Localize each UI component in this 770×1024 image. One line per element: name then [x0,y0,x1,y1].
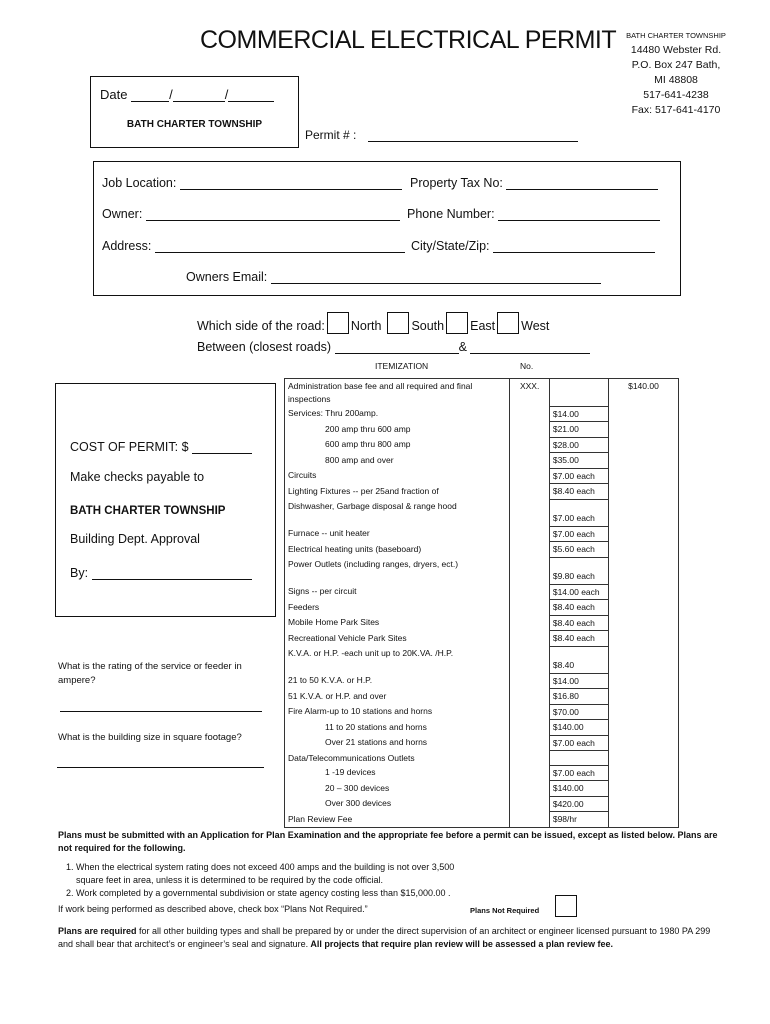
fee-row [285,406,679,422]
property-tax-label: Property Tax No: [410,176,503,190]
email-label: Owners Email: [186,270,268,284]
between-roads-field[interactable] [197,340,590,354]
exception-one-cont: square feet in area, unless it is determined to be required by the code official. [76,875,384,885]
fee-number[interactable] [510,615,549,631]
east-label: East [470,319,496,333]
fee-row [285,615,679,631]
fee-extra [608,468,678,484]
date-box-township: BATH CHARTER TOWNSHIP [126,119,263,130]
fee-extra [608,422,678,438]
fee-number[interactable] [510,735,549,751]
office-address [606,28,746,118]
fee-amount: $420.00 [549,796,608,812]
date-day-line[interactable] [173,101,225,102]
fee-number[interactable] [510,437,549,453]
plans-required-paragraph [58,925,718,951]
fee-extra [608,453,678,469]
plans-required-bold: Plans are required [58,926,137,936]
fee-number[interactable] [510,720,549,736]
fee-extra [608,484,678,500]
phone-field[interactable] [407,207,660,221]
fee-number[interactable] [510,468,549,484]
exception-two: 2. Work completed by a governmental subdivision or state agency costing less than $15,000.00 . [66,888,451,898]
fee-number[interactable] [510,557,549,584]
dept-approval: Building Dept. Approval [70,532,200,546]
property-tax-line[interactable] [506,189,658,190]
north-label: North [350,319,382,333]
plan-review-fee-note: All projects that require plan review will be assessed a plan review fee. [308,939,613,949]
fee-amount: $7.00 each [549,526,608,542]
address-line: 517-641-4238 [643,89,709,101]
owner-line[interactable] [146,220,400,221]
office-name: BATH CHARTER TOWNSHIP [626,31,726,40]
fee-item: 600 amp thru 800 amp [285,437,510,453]
fee-extra [608,812,678,828]
date-sep: / [169,87,173,102]
fee-extra: $140.00 [608,379,678,407]
fee-number[interactable] [510,689,549,705]
fee-extra [608,720,678,736]
fee-item: Lighting Fixtures -- per 25and fraction of [285,484,510,500]
fee-amount: $140.00 [549,720,608,736]
fee-row [285,796,679,812]
fee-item: 21 to 50 K.V.A. or H.P. [285,673,510,689]
owner-label: Owner: [102,207,143,221]
fee-item: Power Outlets (including ranges, dryers, ect.) [285,557,510,584]
fee-item: Mobile Home Park Sites [285,615,510,631]
approval-by-field[interactable] [70,566,252,580]
fee-amount: $140.00 [549,781,608,797]
fee-row [285,720,679,736]
road-side-label: Which side of the road: [197,319,325,333]
permit-number-field[interactable] [305,128,578,142]
fee-extra [608,499,678,526]
date-year-line[interactable] [228,101,274,102]
check-box-instruction: If work being performed as described above, check box “Plans Not Required.” [58,904,368,914]
road-two-line[interactable] [470,353,590,354]
fee-item: K.V.A. or H.P. -each unit up to 20K.VA. /H.P. [285,646,510,673]
fee-row [285,735,679,751]
fee-amount: $7.00 each [549,468,608,484]
email-field[interactable] [186,270,601,284]
service-rating-line[interactable] [60,711,262,712]
address-line: P.O. Box 247 Bath, [631,59,721,71]
fee-row [285,781,679,797]
fee-number[interactable] [510,751,549,766]
permit-number-line[interactable] [368,141,578,142]
phone-line[interactable] [498,220,660,221]
fee-extra [608,765,678,781]
fee-item: 200 amp thru 600 amp [285,422,510,438]
plan-notes [58,829,718,951]
fee-item: 800 amp and over [285,453,510,469]
fee-item: Dishwasher, Garbage disposal & range hood [285,499,510,526]
plans-required-text: for all other building types and shall be prepared by or under the direct supervision of an architect or engineer licensed pursuant to 1980 PA 299 and shall bear that architect’s or engineer’s seal and signature. [58,926,711,949]
address-line: 14480 Webster Rd. [630,44,722,56]
fee-extra [608,735,678,751]
job-location-field[interactable] [102,176,402,190]
fee-amount: $70.00 [549,704,608,720]
address-field[interactable] [102,239,405,253]
exception-one: 1. When the electrical system rating does not exceed 400 amps and the building is not over 3,500 [66,862,455,872]
plans-not-required-checkbox[interactable] [555,895,577,917]
date-sep: / [224,87,229,102]
fee-number[interactable] [510,484,549,500]
north-checkbox[interactable] [327,312,349,334]
fee-number[interactable] [510,406,549,422]
fee-amount [549,379,608,407]
fee-amount: $7.00 each [549,499,608,526]
fee-row [285,379,679,407]
fee-number[interactable] [510,526,549,542]
fee-number[interactable] [510,600,549,616]
fee-extra [608,673,678,689]
fee-extra [608,646,678,673]
fee-extra [608,542,678,558]
fee-amount: $8.40 each [549,484,608,500]
fee-extra [608,584,678,600]
fee-item: 20 – 300 devices [285,781,510,797]
property-tax-field[interactable] [410,176,658,190]
date-month-line[interactable] [131,101,169,102]
fee-number[interactable] [510,781,549,797]
fee-row [285,437,679,453]
fee-row [285,600,679,616]
fee-extra [608,526,678,542]
fee-amount: $28.00 [549,437,608,453]
fee-row [285,499,679,526]
city-field[interactable] [411,239,655,253]
east-checkbox[interactable] [446,312,468,334]
fee-item: Feeders [285,600,510,616]
fee-number[interactable] [510,453,549,469]
fee-number[interactable] [510,542,549,558]
permit-number-label: Permit # : [305,128,357,142]
phone-label: Phone Number: [407,207,495,221]
fee-row [285,631,679,647]
service-rating-question: What is the rating of the service or feeder in ampere? [58,661,242,686]
fee-extra [608,689,678,705]
by-label: By: [70,566,89,580]
date-field[interactable] [100,87,274,102]
city-line[interactable] [493,252,655,253]
fee-extra [608,406,678,422]
fee-item: Recreational Vehicle Park Sites [285,631,510,647]
fee-amount: $35.00 [549,453,608,469]
fee-number[interactable] [510,422,549,438]
cost-line[interactable] [192,453,252,454]
fee-item: Over 300 devices [285,796,510,812]
address-line: Fax: 517-641-4170 [631,104,721,116]
fee-amount: $9.80 each [549,557,608,584]
road-side-row [197,312,549,334]
itemization-header: ITEMIZATION [375,361,429,371]
cost-label: COST OF PERMIT: $ [70,440,189,454]
fee-item: 1 -19 devices [285,765,510,781]
fee-number[interactable] [510,631,549,647]
date-label: Date [100,87,128,102]
fee-amount: $8.40 each [549,631,608,647]
fee-amount: $7.00 each [549,765,608,781]
fee-row [285,689,679,705]
building-size-line[interactable] [57,767,264,768]
west-checkbox[interactable] [497,312,519,334]
fee-number[interactable] [510,646,549,673]
owner-field[interactable] [102,207,400,221]
fee-item: Circuits [285,468,510,484]
fee-extra [608,704,678,720]
fee-number[interactable] [510,796,549,812]
page-title: COMMERCIAL ELECTRICAL PERMIT [200,26,617,54]
address-line: MI 48808 [654,74,698,86]
fee-amount: $14.00 [549,673,608,689]
ampersand: & [458,340,467,354]
road-one-line[interactable] [335,353,459,354]
fee-row [285,526,679,542]
between-label: Between (closest roads) [197,340,332,354]
fee-amount: $21.00 [549,422,608,438]
fee-amount: $14.00 each [549,584,608,600]
fee-number[interactable]: XXX. [510,379,549,407]
fee-row [285,453,679,469]
fee-item: 51 K.V.A. or H.P. and over [285,689,510,705]
fee-item: Electrical heating units (baseboard) [285,542,510,558]
checks-payable: Make checks payable to [70,470,205,484]
number-header: No. [520,361,534,371]
fee-item: Administration base fee and all required and final inspections [285,379,510,407]
fee-amount: $5.60 each [549,542,608,558]
plans-intro: Plans must be submitted with an Application for Plan Examination and the appropriate fee before a permit can be issued, except as listed below. Plans are not required for the following. [58,830,718,853]
fee-row [285,673,679,689]
fee-row [285,704,679,720]
address-label: Address: [102,239,152,253]
fee-row [285,584,679,600]
fee-extra [608,437,678,453]
fee-amount: $16.80 [549,689,608,705]
fee-row [285,812,679,828]
fee-number[interactable] [510,704,549,720]
fee-item: 11 to 20 stations and horns [285,720,510,736]
plans-not-required-label: Plans Not Required [470,906,540,915]
date-box [90,76,299,148]
email-line[interactable] [271,283,601,284]
west-label: West [521,319,550,333]
fee-extra [608,751,678,766]
fee-row [285,751,679,766]
fee-number[interactable] [510,584,549,600]
fee-item: Over 21 stations and horns [285,735,510,751]
fee-row [285,557,679,584]
fee-row [285,542,679,558]
job-location-line[interactable] [180,189,402,190]
fee-number[interactable] [510,812,549,828]
cost-box [55,383,276,617]
fee-row [285,765,679,781]
fee-extra [608,557,678,584]
fee-item: Fire Alarm-up to 10 stations and horns [285,704,510,720]
address-line-input[interactable] [155,252,405,253]
fee-row [285,484,679,500]
fee-amount: $8.40 each [549,600,608,616]
fee-table [284,378,679,828]
city-label: City/State/Zip: [411,239,490,253]
fee-item: Data/Telecommunications Outlets [285,751,510,766]
fee-amount: $14.00 [549,406,608,422]
fee-item: Furnace -- unit heater [285,526,510,542]
fee-amount [549,751,608,766]
fee-number[interactable] [510,673,549,689]
fee-amount: $98/hr [549,812,608,828]
fee-extra [608,796,678,812]
job-info-box [93,161,681,296]
fee-extra [608,781,678,797]
south-label: South [411,319,445,333]
fee-item: Services: Thru 200amp. [285,406,510,422]
by-line[interactable] [92,579,252,580]
fee-item: Signs -- per circuit [285,584,510,600]
south-checkbox[interactable] [387,312,409,334]
cost-of-permit-field[interactable] [70,440,252,454]
fee-row [285,422,679,438]
fee-extra [608,600,678,616]
fee-extra [608,631,678,647]
fee-amount: $7.00 each [549,735,608,751]
fee-item: Plan Review Fee [285,812,510,828]
fee-amount: $8.40 [549,646,608,673]
fee-number[interactable] [510,765,549,781]
payee-township: BATH CHARTER TOWNSHIP [70,505,226,517]
fee-amount: $8.40 each [549,615,608,631]
fee-row [285,468,679,484]
fee-extra [608,615,678,631]
fee-row [285,646,679,673]
job-location-label: Job Location: [102,176,177,190]
fee-number[interactable] [510,499,549,526]
building-size-question: What is the building size in square footage? [58,732,242,743]
